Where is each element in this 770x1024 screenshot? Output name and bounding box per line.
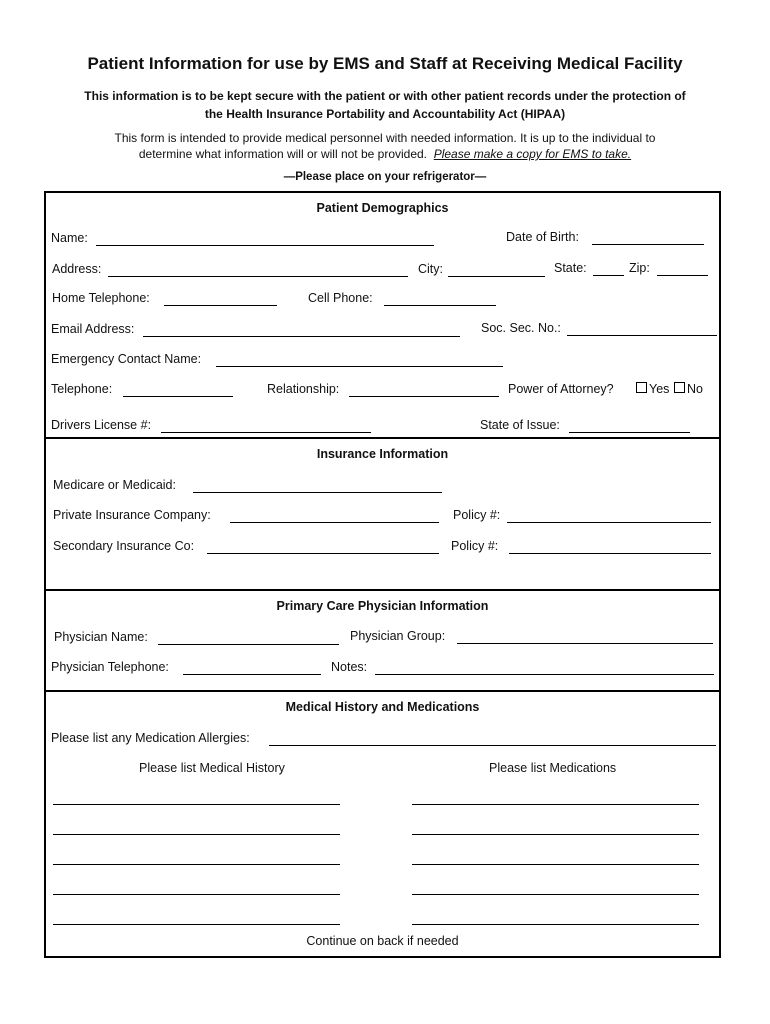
license-label: Drivers License #: — [51, 418, 152, 432]
emergency-contact-label: Emergency Contact Name: — [51, 352, 202, 366]
license-field[interactable] — [161, 432, 371, 433]
cell-phone-label: Cell Phone: — [308, 291, 373, 305]
medications-line[interactable] — [412, 804, 699, 805]
medications-line[interactable] — [412, 864, 699, 865]
dob-field[interactable] — [592, 244, 704, 245]
email-field[interactable] — [143, 336, 460, 337]
medical-history-line[interactable] — [53, 834, 340, 835]
telephone-label: Telephone: — [51, 382, 113, 396]
physician-telephone-field[interactable] — [183, 674, 321, 675]
city-label: City: — [418, 262, 443, 276]
poa-yes-checkbox[interactable] — [636, 382, 647, 393]
demographics-section — [44, 191, 721, 439]
refrigerator-note: —Please place on your refrigerator— — [283, 171, 487, 183]
poa-no-checkbox[interactable] — [674, 382, 685, 393]
poa-no-label: No — [687, 382, 703, 396]
form-title: Patient Information for use by EMS and Staff at Receiving Medical Facility — [87, 54, 683, 73]
policy1-field[interactable] — [507, 522, 711, 523]
insurance-heading: Insurance Information — [316, 447, 449, 461]
zip-label: Zip: — [629, 261, 650, 275]
private-insurance-field[interactable] — [230, 522, 439, 523]
insurance-section — [44, 437, 721, 591]
poa-yes-label: Yes — [649, 382, 670, 396]
hipaa-notice-line2: the Health Insurance Portability and Accountability Act (HIPAA) — [204, 107, 566, 121]
ssn-label: Soc. Sec. No.: — [481, 321, 561, 335]
name-label: Name: — [51, 231, 88, 245]
notes-field[interactable] — [375, 674, 714, 675]
relationship-label: Relationship: — [267, 382, 340, 396]
medical-history-line[interactable] — [53, 864, 340, 865]
medical-history-line[interactable] — [53, 894, 340, 895]
state-label: State: — [554, 261, 587, 275]
allergies-field[interactable] — [269, 745, 716, 746]
home-phone-label: Home Telephone: — [52, 291, 150, 305]
state-issue-field[interactable] — [569, 432, 690, 433]
intent-text: determine what information will or will not be provided. — [138, 147, 428, 161]
medications-line[interactable] — [412, 834, 699, 835]
relationship-field[interactable] — [349, 396, 499, 397]
state-field[interactable] — [593, 275, 624, 276]
hipaa-notice-line1: This information is to be kept secure with the patient or with other patient records under the protection of — [84, 89, 686, 103]
medicare-field[interactable] — [193, 492, 442, 493]
history-heading: Medical History and Medications — [285, 700, 480, 714]
physician-group-field[interactable] — [457, 643, 713, 644]
secondary-insurance-field[interactable] — [207, 553, 439, 554]
medical-history-line[interactable] — [53, 924, 340, 925]
policy2-label: Policy #: — [451, 539, 499, 553]
dob-label: Date of Birth: — [506, 230, 579, 244]
copy-note: Please make a copy for EMS to take. — [433, 147, 632, 161]
medical-history-header: Please list Medical History — [139, 761, 285, 775]
name-field[interactable] — [96, 245, 434, 246]
continue-note: Continue on back if needed — [306, 934, 459, 948]
medical-history-line[interactable] — [53, 804, 340, 805]
physician-telephone-label: Physician Telephone: — [51, 660, 169, 674]
physician-heading: Primary Care Physician Information — [276, 599, 489, 613]
intent-line2 — [0, 147, 770, 161]
history-section — [44, 690, 721, 958]
cell-phone-field[interactable] — [384, 305, 496, 306]
poa-label: Power of Attorney? — [508, 382, 614, 396]
medications-header: Please list Medications — [489, 761, 617, 775]
home-phone-field[interactable] — [164, 305, 277, 306]
ssn-field[interactable] — [567, 335, 717, 336]
medications-line[interactable] — [412, 924, 699, 925]
physician-name-label: Physician Name: — [54, 630, 148, 644]
city-field[interactable] — [448, 276, 545, 277]
address-field[interactable] — [108, 276, 408, 277]
intent-line1: This form is intended to provide medical personnel with needed information. It is up to the individual to — [114, 131, 656, 145]
physician-name-field[interactable] — [158, 644, 339, 645]
telephone-field[interactable] — [123, 396, 233, 397]
policy1-label: Policy #: — [453, 508, 501, 522]
demographics-heading: Patient Demographics — [316, 201, 449, 215]
medicare-label: Medicare or Medicaid: — [53, 478, 176, 492]
notes-label: Notes: — [331, 660, 368, 674]
private-insurance-label: Private Insurance Company: — [53, 508, 211, 522]
emergency-contact-field[interactable] — [216, 366, 503, 367]
secondary-insurance-label: Secondary Insurance Co: — [53, 539, 195, 553]
physician-section — [44, 589, 721, 692]
policy2-field[interactable] — [509, 553, 711, 554]
address-label: Address: — [52, 262, 102, 276]
email-label: Email Address: — [51, 322, 135, 336]
medications-line[interactable] — [412, 894, 699, 895]
zip-field[interactable] — [657, 275, 708, 276]
state-issue-label: State of Issue: — [480, 418, 560, 432]
physician-group-label: Physician Group: — [350, 629, 446, 643]
allergies-label: Please list any Medication Allergies: — [51, 731, 250, 745]
